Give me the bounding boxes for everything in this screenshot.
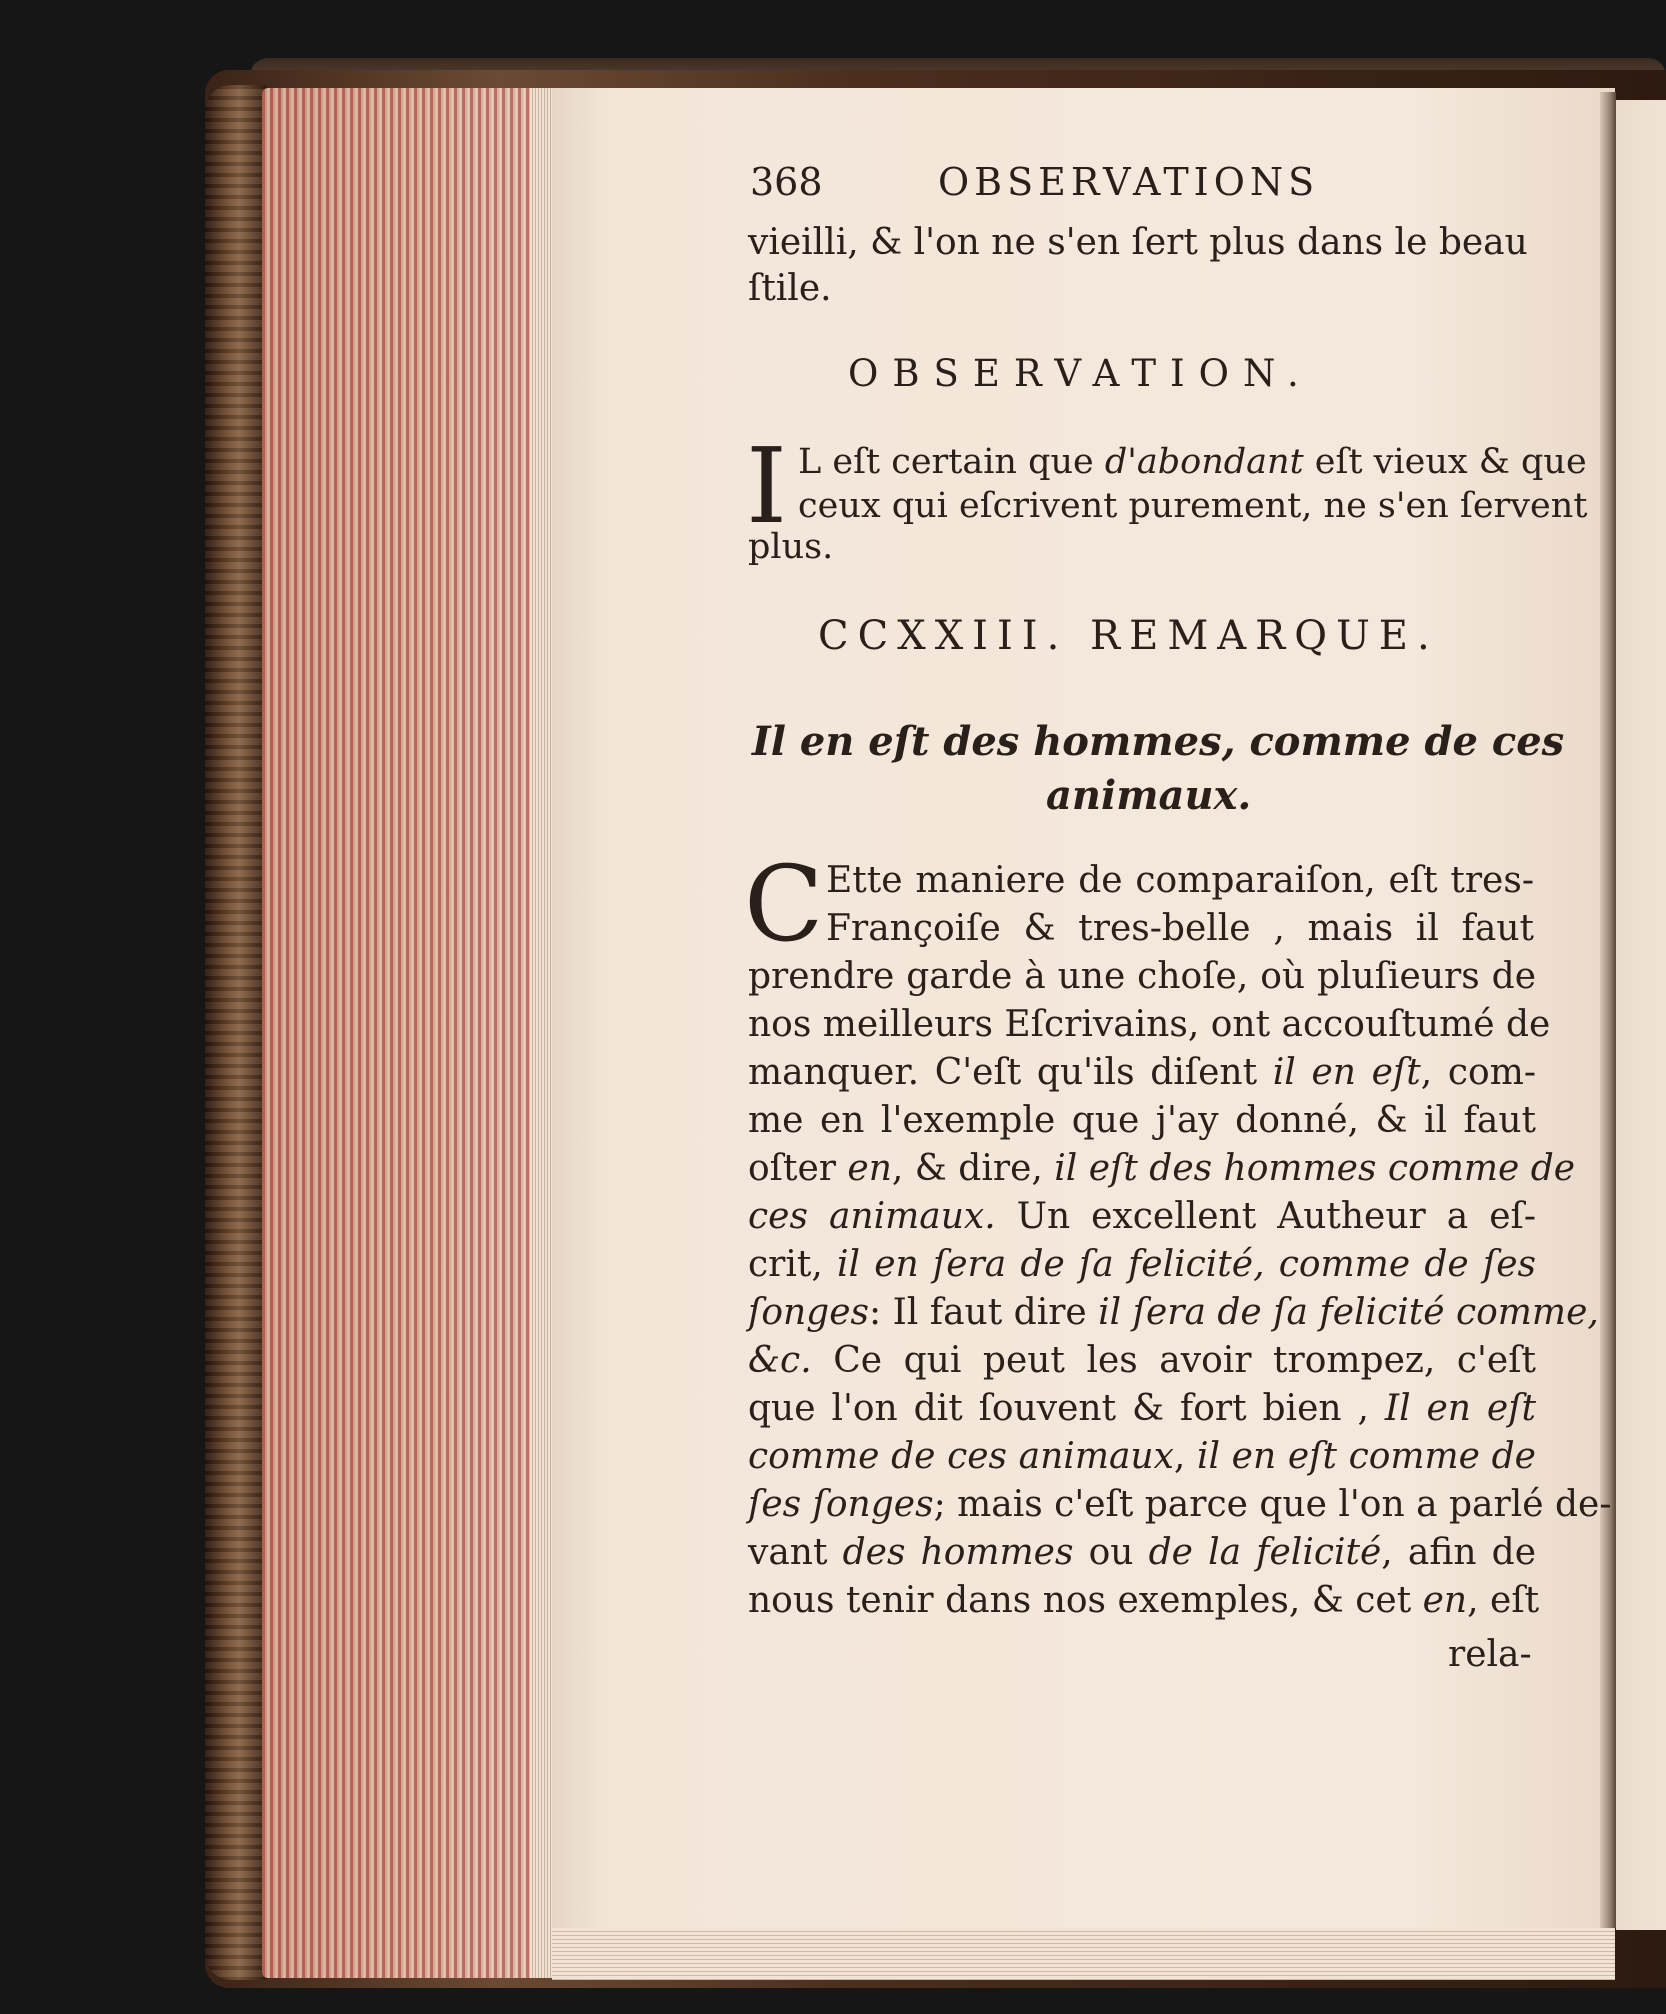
observation-line-2: ceux qui eſcrivent purement, ne s'en ſervent [798, 486, 1588, 526]
body-line-16: nous tenir dans nos exemples, & cet en, eſt [748, 1580, 1540, 1621]
catchword: rela- [1448, 1634, 1532, 1675]
facing-page-edge [1616, 100, 1666, 1930]
page-number: 368 [750, 160, 823, 204]
continuation-line-2: ſtile. [748, 268, 832, 309]
page-edges [262, 88, 552, 1978]
body-line-7: oſter en, & dire, il eſt des hommes comme de [748, 1148, 1576, 1189]
body-line-9: crit, il en ſera de ſa felicité, comme de ſes [748, 1244, 1536, 1285]
body-line-6: me en l'exemple que j'ay donné, & il faut [748, 1100, 1536, 1141]
body-line-15: vant des hommes ou de la felicité, afin de [748, 1532, 1536, 1573]
observation-line-3: plus. [748, 527, 834, 567]
page-bottom-edges [552, 1928, 1615, 1980]
body-line-10: ſonges: Il faut dire il ſera de ſa felicité comme, [748, 1292, 1599, 1333]
continuation-line-1: vieilli, & l'on ne s'en ſert plus dans le beau [748, 222, 1528, 263]
body-line-11: &c. Ce qui peut les avoir trompez, c'eſt [748, 1340, 1536, 1381]
observation-heading: OBSERVATION. [848, 352, 1313, 395]
remarque-title-line-2: animaux. [1046, 772, 1252, 819]
body-dropcap: C [744, 843, 824, 965]
body-line-4: nos meilleurs Eſcrivains, ont accouſtumé de [748, 1004, 1551, 1045]
observation-line-1: L eſt certain que d'abondant eſt vieux & que [798, 442, 1587, 482]
book-spine [205, 85, 267, 1980]
body-line-13: comme de ces animaux, il en eſt comme de [748, 1436, 1536, 1477]
body-line-3: prendre garde à une choſe, où pluſieurs de [748, 956, 1536, 997]
remarque-title-line-1: Il en eſt des hommes, comme de ces [752, 718, 1565, 765]
body-line-12: que l'on dit ſouvent & fort bien , Il en eſt [748, 1388, 1536, 1429]
body-line-14: ſes ſonges; mais c'eſt parce que l'on a parlé de- [748, 1484, 1612, 1525]
body-line-2: Françoiſe & tres-belle , mais il faut [826, 908, 1534, 949]
observation-dropcap: I [746, 425, 788, 547]
body-line-1: Ette maniere de comparaiſon, eſt tres- [826, 860, 1534, 901]
body-line-8: ces animaux. Un excellent Autheur a eſ- [748, 1196, 1537, 1237]
remarque-heading: CCXXIII. REMARQUE. [818, 613, 1439, 659]
running-head: OBSERVATIONS [938, 160, 1320, 204]
body-line-5: manquer. C'eſt qu'ils diſent il en eſt, com- [748, 1052, 1537, 1093]
page-gutter [1600, 92, 1616, 1928]
